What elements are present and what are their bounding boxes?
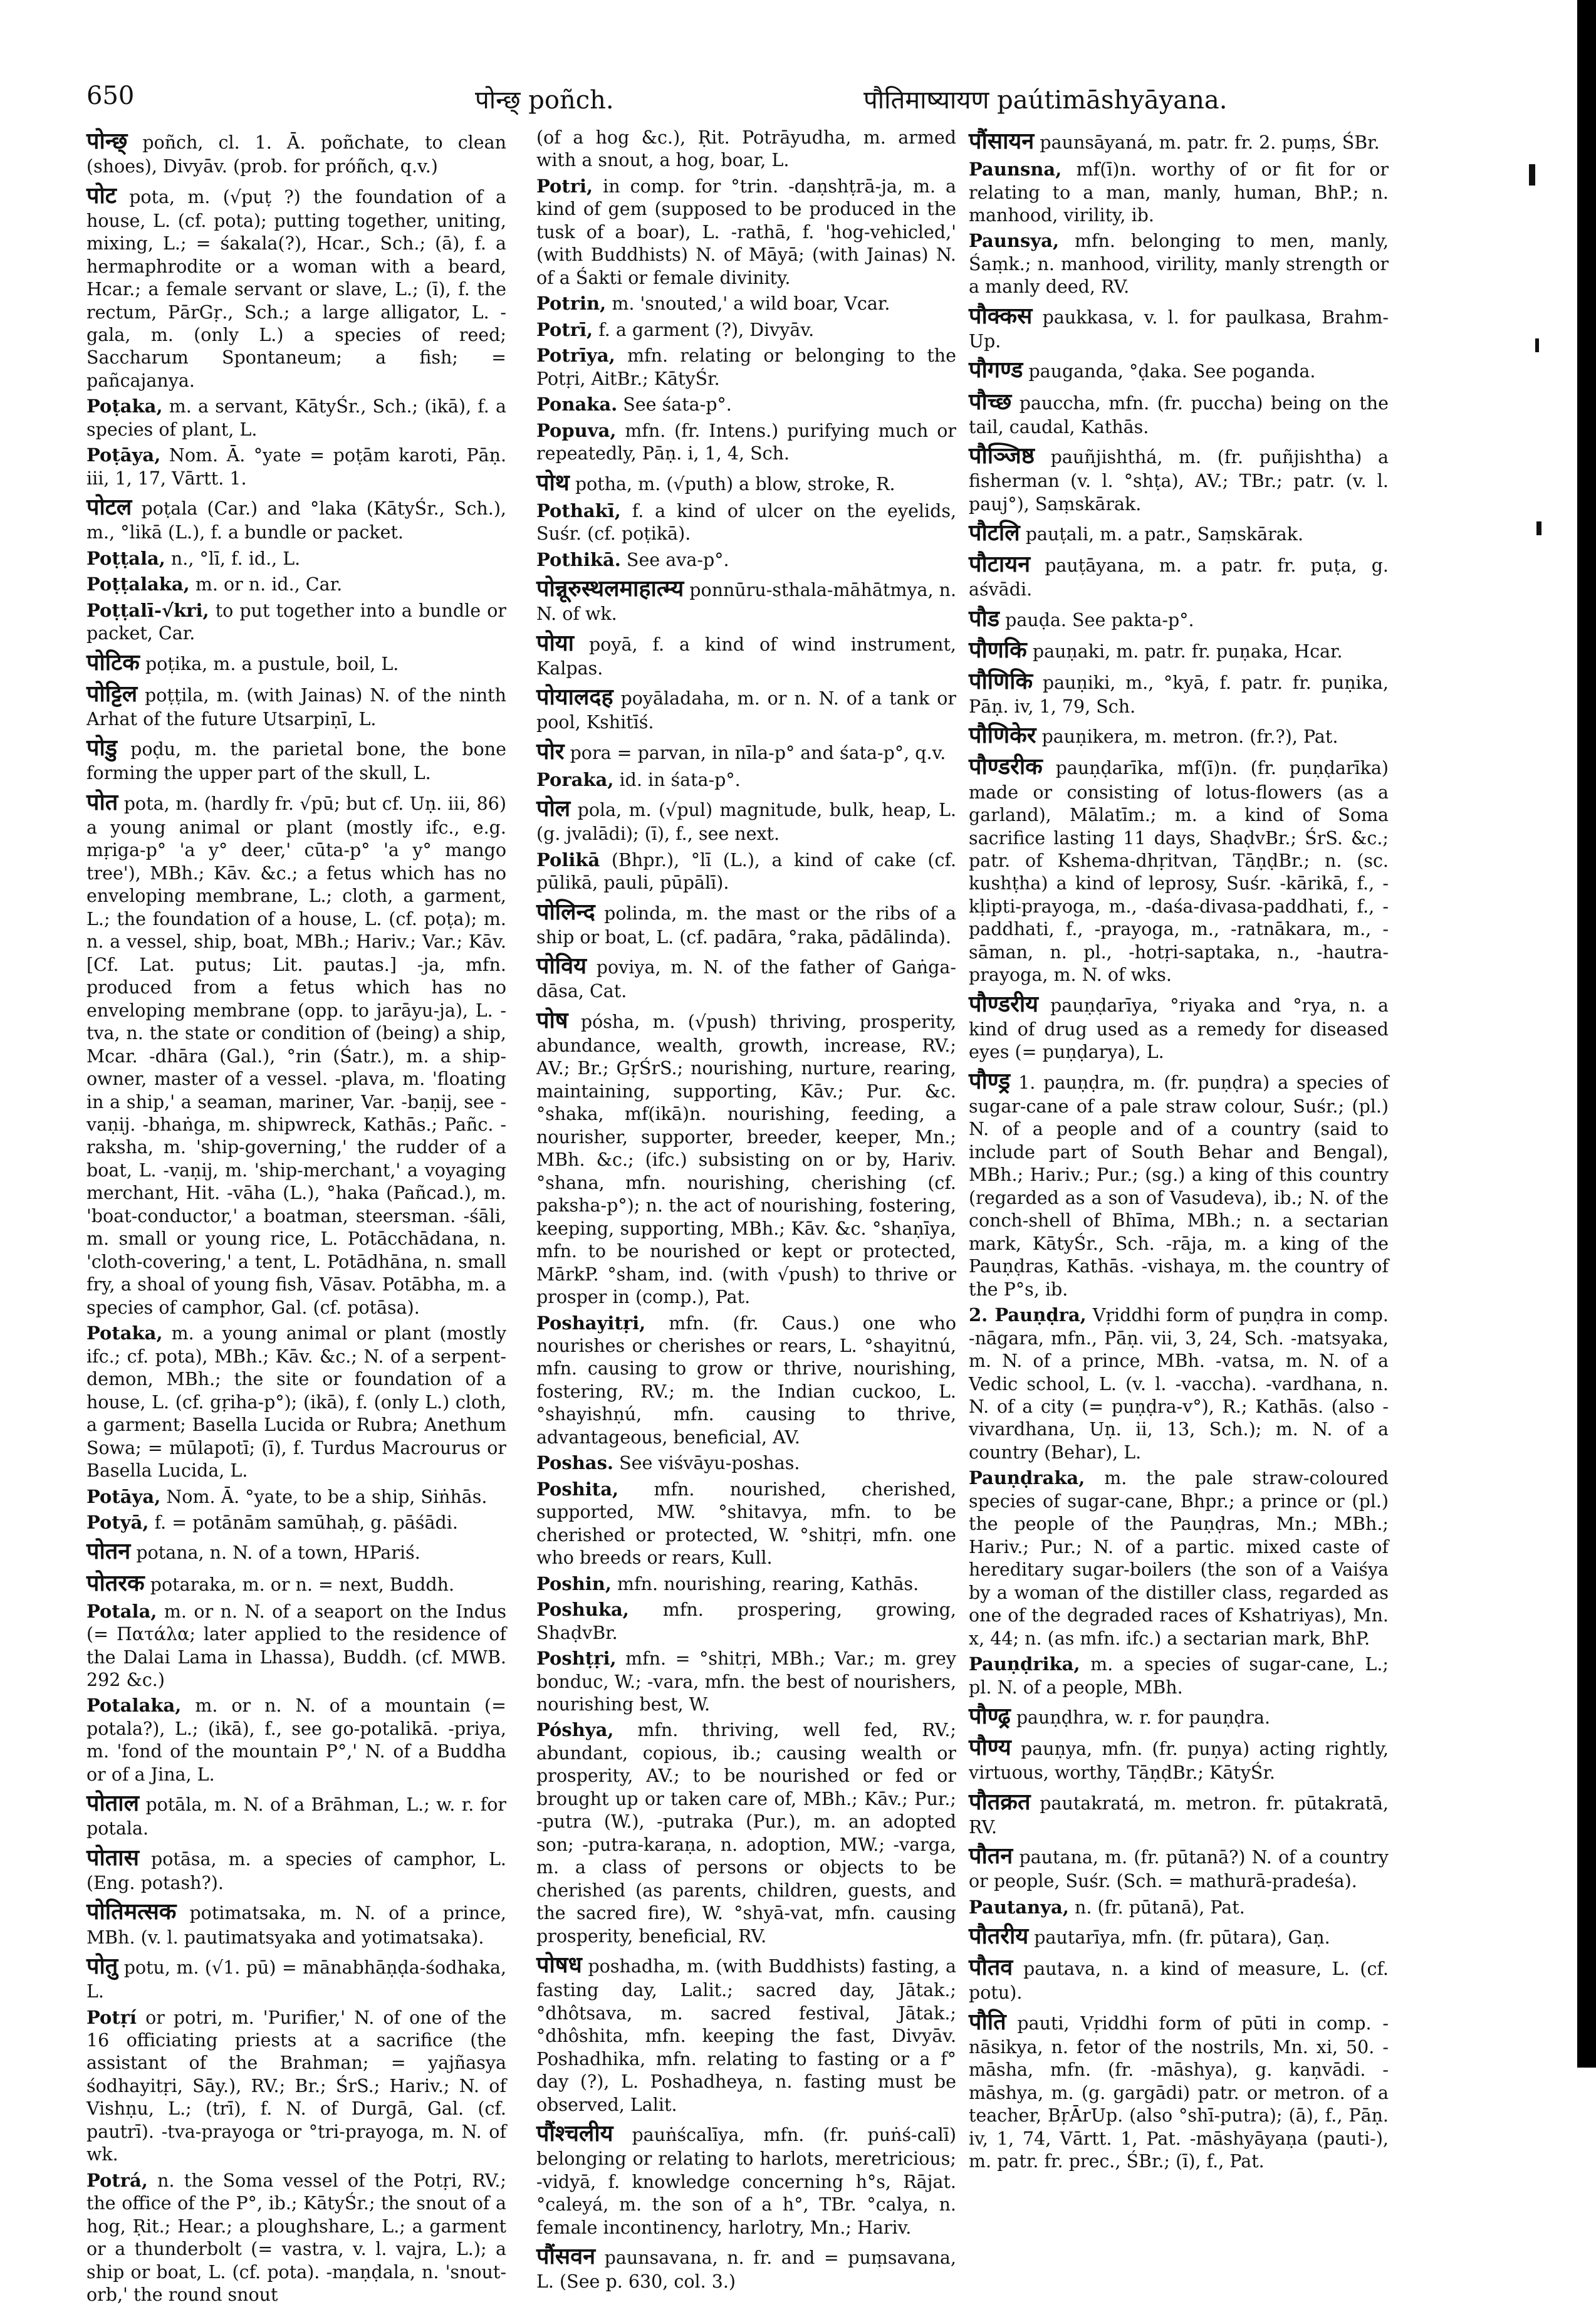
dictionary-entry	[536, 292, 956, 315]
entry-headword: Potaka,	[86, 1322, 163, 1344]
dictionary-entry	[536, 1312, 956, 1450]
entry-text: poṭṭila, m. (with Jainas) N. of the ninth Arhat of the future Utsarpiṇī, L.	[86, 684, 506, 730]
dictionary-entry	[969, 1733, 1389, 1785]
entry-text: potha, m. (√puth) a blow, stroke, R.	[575, 473, 895, 494]
entry-text: potāla, m. N. of a Brāhman, L.; w. r. for potala.	[86, 1794, 507, 1839]
entry-text: f. a kind of ulcer on the eyelids, Suśr. (cf. poṭikā).	[536, 500, 957, 545]
entry-text: pautana, m. (fr. pūtanā?) N. of a country or people, Suśr. (Sch. = mathurā-pradeśa).	[969, 1847, 1389, 1892]
dictionary-entry	[969, 355, 1389, 384]
entry-headword: Potrīya,	[536, 345, 615, 367]
entry-headword: Poshuka,	[536, 1599, 629, 1621]
entry-text: f. = potānām samūhaḥ, g. pāśādi.	[154, 1512, 458, 1533]
entry-text: pora = parvan, in nīla-p° and śata-p°, q.v.	[570, 742, 946, 763]
dictionary-entry	[969, 667, 1389, 719]
dictionary-entry	[86, 1485, 506, 1509]
entry-text: pota, m. (hardly fr. √pū; but cf. Uṇ. iii, 86) a young animal or plant (mostly ifc., e.g. mṛiga-p° 'a y° deer,' cūta-p° 'a y° mango tree'), MBh.; Kāv. &c.; a fetus which has no enveloping membrane, L.; cloth, a garment, L.; the foundation of a house, L. (cf. poṭa); m. n. a vessel, ship, boat, MBh.; Hariv.; Var.; Kāv. [Cf. Lat. putus; Lit. pautas.] -ja, mfn. produced from a fetus which has no enveloping membrane (opp. to jarāyu-ja), L. -tva, n. the state or condition of (being) a ship, Mcar. -dhāra (Gal.), °rin (Śatr.), m. a ship-owner, master of a vessel. -plava, m. 'floating in a ship,' a seaman, mariner, Var. -baṇij, see -vaṇij. -bhaṅga, m. shipwreck, Kathās.; Pañc. -raksha, m. 'ship-governing,' the rudder of a boat, L. -vaṇij, m. 'ship-merchant,' a voyaging merchant, Hit. -vāha (L.), °haka (Pañcad.), m. 'boat-conductor,' a boatman, steersman. -śāli, m. small or young rice, L. Potācchādana, n. 'cloth-covering,' a tent, L. Potādhāna, n. small fry, a shoal of young fish, Vāsav. Potābha, m. a species of camphor, Gal. (cf. potāsa).	[86, 793, 506, 1318]
entry-headword: Potala,	[86, 1600, 157, 1622]
dictionary-entry	[536, 127, 956, 172]
entry-headword: पोन्नूरुस्थलमाहात्म्य	[536, 575, 684, 602]
entry-text: m. or n. id., Car.	[195, 574, 343, 595]
entry-text: pauṇḍarīka, mf(ī)n. (fr. puṇḍarīka) made or consisting of lotus-flowers (as a garland), Mālatīm.; m. a kind of Soma sacrifice lasting 11 days, ShaḍvBr.; ŚrS. &c.; patr. of Kshema-dhṛitvan, TāṇḍBr.; n. (sc. kushṭha) a kind of leprosy, Suśr. -kārikā, f., -kḷipti-prayoga, m., -daśa-divasa-paddhati, f., -paddhati, f., -prayoga, m., -ratnākara, m., -sāman, n. pl., -hotṛi-saptaka, n., -hautra-prayoga, m. N. of wks.	[969, 758, 1389, 986]
dictionary-entry	[536, 1572, 956, 1596]
entry-headword: Poṭṭalī-√kri,	[86, 599, 209, 621]
entry-text: poshadha, m. (with Buddhists) fasting, a fasting day, Lalit.; sacred day, Jātak.; °dhôtsava, m. sacred festival, Jātak.; °dhôshita, mfn. keeping the fast, Divyāv. Poshadhika, mfn. relating to fasting or a f° day (?), L. Poshadheya, n. fasting must be observed, Lalit.	[536, 1956, 957, 2115]
dictionary-entry	[536, 794, 956, 846]
dictionary-entry	[536, 500, 956, 546]
dictionary-entry	[86, 1600, 506, 1692]
entry-headword: पौंसायन	[969, 128, 1035, 154]
entry-text: polinda, m. the mast or the ribs of a ship or boat, L. (cf. padāra, °raka, pādālinda).	[536, 902, 956, 948]
dictionary-entry	[86, 2169, 506, 2307]
dictionary-entry	[969, 158, 1389, 227]
entry-headword: पोलिन्द	[536, 898, 595, 925]
dictionary-entry	[86, 493, 506, 545]
dictionary-entry	[536, 1452, 956, 1475]
entry-headword: पोटिक	[86, 649, 140, 676]
dictionary-entry	[969, 1787, 1389, 1839]
entry-headword: पोताल	[86, 1790, 140, 1817]
scan-margin-mark	[1536, 521, 1541, 535]
entry-text: Nom. Ā. °yate = poṭām karoti, Pāṇ. iii, 1, 17, Vārtt. 1.	[86, 445, 507, 489]
dictionary-entry	[969, 1702, 1389, 1730]
entry-text: pota, m. (√puṭ ?) the foundation of a house, L. (cf. pota); putting together, uniting, mixing, L.; = śakala(?), Hcar., Sch.; (ā), f. a hermaphrodite or a woman with a beard, Hcar.; a female servant or slave, L.; (ī), f. the rectum, PārGṛ., Sch.; a large alligator, L. -gala, m. (only L.) a species of reed; Saccharum Spontaneum; a fish; = pañcajanya.	[86, 186, 506, 391]
dictionary-entry	[969, 518, 1389, 547]
entry-text: pauñjishthá, m. (fr. puñjishtha) a fisherman (v. l. °shṭa), AV.; TBr.; patr. (v. l. pauj°), Saṃskārak.	[969, 447, 1389, 515]
dictionary-entry	[969, 1953, 1389, 2005]
entry-headword: पौतन	[969, 1843, 1013, 1870]
dictionary-entry	[536, 344, 956, 390]
entry-text: pósha, m. (√push) thriving, prosperity, abundance, wealth, growth, increase, RV.; AV.; Br.; GṛŚrS.; nourishing, nurture, rearing, maintaining, supporting, Kāv.; Pur. &c. °shaka, mf(ikā)n. nourishing, feeding, a nourisher, supporter, breeder, keeper, Mn.; MBh. &c.; (ifc.) subsisting on or by, Hariv. °shana, mfn. nourishing, cherishing (cf. paksha-p°); n. the act of nourishing, fostering, keeping, supporting, MBh.; Kāv. &c. °shaṇīya, mfn. to be nourished or kept or protected, MārkP. °sham, ind. (with √push) to thrive or prosper in (comp.), Pat.	[536, 1011, 956, 1308]
entry-headword: Pautanya,	[969, 1896, 1069, 1918]
entry-headword: Potri,	[536, 175, 593, 197]
dictionary-entry	[969, 1922, 1389, 1950]
entry-text: poṭika, m. a pustule, boil, L.	[145, 653, 399, 674]
entry-headword: पौतक्रत	[969, 1788, 1031, 1815]
entry-headword: पौगण्ड	[969, 357, 1023, 384]
entry-headword: पोष	[536, 1007, 568, 1033]
entry-headword: Poṭṭala,	[86, 547, 165, 569]
dictionary-entry	[969, 1304, 1389, 1464]
entry-headword: Pauṇḍraka,	[969, 1467, 1085, 1489]
entry-headword: पोन्छ्	[86, 128, 128, 154]
column-3	[969, 127, 1389, 2172]
dictionary-entry	[86, 1897, 506, 1949]
dictionary-entry	[86, 599, 506, 646]
entry-text: paukkasa, v. l. for paulkasa, Brahm-Up.	[969, 306, 1389, 352]
entry-text: pauti, Vṛiddhi form of pūti in comp. -nāsikya, n. fetor of the nostrils, Mn. xi, 50. -māsha, mfn. (fr. -māshya), g. kaṇvādi. -māshya, m. (g. gargādi) patr. or metron. of a teacher, BṛĀrUp. (also °shī-putra); (ā), f., Pāṇ. iv, 1, 74, Vārtt. 1, Pat. -māshyāyaṇa (pauti-), m. patr. fr. prec., ŚBr.; (ī), f., Pat.	[969, 2012, 1389, 2172]
dictionary-entry	[86, 1694, 506, 1786]
dictionary-entry	[536, 1950, 956, 2116]
dictionary-entry	[86, 127, 506, 179]
entry-text: id. in śata-p°.	[619, 769, 741, 790]
dictionary-entry	[969, 1653, 1389, 1699]
entry-text: mfn. relating or belonging to the Potṛi, AitBr.; KātyŚr.	[536, 345, 956, 389]
entry-text: potana, n. N. of a town, HPariś.	[136, 1542, 420, 1564]
entry-text: pauṇḍarīya, °riyaka and °rya, n. a kind of drug used as a remedy for diseased eyes (= puṇḍarya), L.	[969, 995, 1389, 1063]
running-header	[86, 76, 1529, 120]
dictionary-entry	[969, 636, 1389, 664]
entry-text: mfn. thriving, well fed, RV.; abundant, copious, ib.; causing wealth or prosperity, AV.; to be nourished or fed or brought up or taken care of, MBh.; Kāv.; Pur.; -putra (W.), -putraka (Pur.), m. an adopted son; -putra-karaṇa, n. adoption, MW.; -varga, m. a class of persons or objects to be cherished (as parents, children, guests, and the sacred fire), W. °shyā-vat, mfn. causing prosperity, beneficial, RV.	[536, 1720, 956, 1947]
entry-headword: पौण्डरीक	[969, 753, 1043, 780]
scan-edge-bar	[1577, 0, 1596, 2068]
entry-headword: Potrī,	[536, 318, 593, 340]
entry-headword: पोया	[536, 629, 574, 656]
dictionary-entry	[969, 1067, 1389, 1301]
entry-headword: Poshin,	[536, 1572, 612, 1594]
entry-text: n. the Soma vessel of the Potṛi, RV.; the office of the P°, ib.; KātyŚr.; the snout of a hog, Ṛit.; Hear.; a ploughshare, L.; a garment or a thunderbolt (= vastra, v. l. vajra, L.); a ship or boat, L. (cf. pota). -maṇḍala, n. 'snout-orb,' the round snout	[86, 2170, 507, 2306]
entry-text: m. the pale straw-coloured species of sugar-cane, Bhpr.; a prince or (pl.) the people of the Pauṇḍras, Mn.; MBh.; Hariv.; Pur.; N. of a partic. mixed caste of hereditary sugar-boilers (the son of a Vaiśya by a woman of the distiller class, regarded as one of the degraded races of Kshatriyas), Mn. x, 44; n. (as mfn. ifc.) a sectarian mark, BhP.	[969, 1468, 1389, 1649]
dictionary-entry	[969, 229, 1389, 298]
entry-headword: Poṭṭalaka,	[86, 573, 190, 595]
entry-headword: Potṛí	[86, 2006, 137, 2028]
entry-headword: पौणकि	[969, 636, 1027, 663]
entry-text: mfn. nourished, cherished, supported, MW. °shitavya, mfn. to be cherished or protected, W. °shitṛi, mfn. one who breeds or rears, Kull.	[536, 1478, 957, 1569]
dictionary-entry	[969, 2007, 1389, 2174]
dictionary-entry	[86, 395, 506, 441]
entry-text: potu, m. (√1. pū) = mānabhāṇḍa-śodhaka, L.	[86, 1957, 506, 2002]
entry-headword: पौण्डरीय	[969, 990, 1039, 1017]
dictionary-entry	[536, 737, 956, 766]
entry-text: poviya, m. N. of the father of Gaṅga-dāsa, Cat.	[536, 957, 956, 1002]
entry-headword: Pothakī,	[536, 500, 621, 521]
entry-headword: पौक्कस	[969, 302, 1033, 329]
entry-text: potimatsaka, m. N. of a prince, MBh. (v. l. pautimatsyaka and yotimatsaka).	[86, 1903, 506, 1948]
dictionary-entry	[969, 990, 1389, 1064]
scan-margin-mark	[1535, 338, 1539, 352]
dictionary-entry	[86, 733, 506, 785]
entry-headword: पोट्टिल	[86, 680, 138, 707]
entry-text: Nom. Ā. °yate, to be a ship, Siṅhās.	[166, 1486, 488, 1507]
entry-headword: पोथ	[536, 469, 570, 496]
entry-text: pauganda, °ḍaka. See poganda.	[1028, 361, 1316, 382]
entry-text: pauṇḍhra, w. r. for pauṇḍra.	[1016, 1707, 1271, 1729]
entry-text: n. (fr. pūtanā), Pat.	[1074, 1896, 1245, 1918]
entry-headword: पोतिमत्सक	[86, 1898, 177, 1925]
entry-headword: पौणिकेर	[969, 722, 1036, 749]
entry-headword: Popuva,	[536, 419, 617, 441]
entry-text: m. a species of sugar-cane, L.; pl. N. of a people, MBh.	[969, 1654, 1389, 1698]
entry-text: m. or n. N. of a mountain (= potala?), L.; (ikā), f., see go-potalikā. -priya, m. 'fond of the mountain P°,' N. of a Buddha or of a Jina, L.	[86, 1695, 506, 1785]
entry-text: or potri, m. 'Purifier,' N. of one of the 16 officiating priests at a sacrifice (the assistant of the Brahman; = yajñasya śodhayitṛi, Sāy.), RV.; Br.; ŚrS.; Hariv.; N. of Vishṇu, L.; (trī), f. N. of Durgā, Gal. (cf. pautrī). -tva-prayoga or °tri-prayoga, m. N. of wk.	[86, 2007, 506, 2165]
entry-headword: Potāya,	[86, 1485, 161, 1507]
entry-headword: Polikā	[536, 849, 600, 871]
dictionary-entry	[536, 2119, 956, 2239]
entry-headword: Poṭaka,	[86, 395, 163, 417]
dictionary-entry	[86, 181, 506, 393]
entry-headword: पोत	[86, 788, 118, 815]
entry-text: pauṇiki, m., °kyā, f. patr. fr. puṇika, Pāṇ. iv, 1, 79, Sch.	[969, 672, 1389, 717]
dictionary-entry	[86, 547, 506, 570]
entry-headword: पौतव	[969, 1954, 1013, 1981]
dictionary-entry	[86, 1789, 506, 1841]
dictionary-entry	[536, 1718, 956, 1948]
dictionary-entry	[969, 752, 1389, 986]
dictionary-entry	[969, 721, 1389, 750]
dictionary-entry	[86, 1322, 506, 1482]
entry-text: pauṇya, mfn. (fr. puṇya) acting rightly, virtuous, worthy, TāṇḍBr.; KātyŚr.	[969, 1739, 1389, 1784]
entry-text: poḍu, m. the parietal bone, the bone forming the upper part of the skull, L.	[86, 739, 506, 784]
entry-headword: पौतरीय	[969, 1923, 1029, 1950]
entry-text: pautava, n. a kind of measure, L. (cf. potu).	[969, 1959, 1389, 2004]
dictionary-entry	[536, 2242, 956, 2294]
entry-headword: Potalaka,	[86, 1695, 182, 1717]
entry-text: poyāladaha, m. or n. N. of a tank or pool, Kshitīś.	[536, 688, 956, 733]
entry-headword: Póshya,	[536, 1719, 614, 1741]
dictionary-entry	[969, 550, 1389, 602]
entry-text: in comp. for °trin. -daṇshṭrā-ja, m. a kind of gem (supposed to be produced in the tusk of a boar), L. -rathā, f. 'hog-vehicled,' (with Buddhists) N. of Māyā; (with Jainas) N. of a Śakti or female divinity.	[536, 175, 956, 288]
entry-headword: Poraka,	[536, 768, 614, 790]
entry-text: Vṛiddhi form of puṇḍra in comp. -nāgara, mfn., Pāṇ. vii, 3, 24, Sch. -matsyaka, m. N. of a prince, MBh. -vatsa, m. N. of a Vedic school, L. (v. l. -vaccha). -vardhana, n. N. of a city (= puṇḍra-v°), R.; Kathās. (also -vivardhana, Uṇ. ii, 13, Sch.); m. N. of a country (Behar), L.	[969, 1305, 1389, 1463]
dictionary-entry	[86, 1537, 506, 1566]
entry-text: mfn. nourishing, rearing, Kathās.	[617, 1573, 919, 1594]
entry-headword: Paunsya,	[969, 230, 1060, 252]
dictionary-entry	[536, 849, 956, 895]
dictionary-entry	[536, 683, 956, 735]
dictionary-entry	[536, 548, 956, 572]
entry-headword: पौंश्चलीय	[536, 2120, 613, 2147]
entry-headword: Pauṇḍrika,	[969, 1653, 1080, 1675]
entry-text: (Bhpr.), °lī (L.), a kind of cake (cf. pūlikā, pauli, pūpālī).	[536, 849, 956, 894]
entry-text: mfn. (fr. Caus.) one who nourishes or cherishes or rears, L. °shayitnú, mfn. causing to grow or thrive, nourishing, fostering, RV.; m. the Indian cuckoo, L. °shayishṇú, mfn. causing to thrive, advantageous, beneficial, AV.	[536, 1312, 956, 1448]
entry-headword: पौति	[969, 2008, 1006, 2035]
entry-headword: Poshayitṛi,	[536, 1312, 646, 1334]
column-2	[536, 127, 957, 2293]
entry-headword: पोट	[86, 182, 117, 209]
dictionary-entry	[536, 629, 956, 681]
dictionary-entry	[969, 387, 1389, 439]
dictionary-entry	[536, 318, 956, 342]
entry-text: m. or n. N. of a seaport on the Indus (= Πατάλα; later applied to the residence of the Dalai Lama in Lhassa), Buddh. (cf. MWB. 292 &c.)	[86, 1601, 506, 1691]
dictionary-entry	[86, 573, 506, 596]
entry-headword: पोर	[536, 738, 565, 765]
entry-text: m. 'snouted,' a wild boar, Vcar.	[612, 293, 890, 315]
entry-text: potaraka, m. or n. = next, Buddh.	[150, 1574, 455, 1595]
dictionary-entry	[969, 1467, 1389, 1650]
dictionary-entry	[536, 1478, 956, 1570]
entry-headword: Potyā,	[86, 1511, 149, 1533]
entry-text: pautarīya, mfn. (fr. pūtara), Gaṇ.	[1034, 1927, 1330, 1949]
entry-text: to put together into a bundle or packet, Car.	[86, 600, 507, 644]
entry-headword: पौच्छ	[969, 388, 1012, 415]
dictionary-entry	[536, 1006, 956, 1309]
entry-headword: पौण्य	[969, 1734, 1011, 1761]
dictionary-entry	[86, 1569, 506, 1598]
entry-headword: पौण्ढ्र	[969, 1703, 1011, 1730]
entry-text: paunsāyaná, m. patr. fr. 2. puṃs, ŚBr.	[1040, 132, 1380, 153]
entry-text: (of a hog &c.), Ṛit. Potrāyudha, m. armed with a snout, a hog, boar, L.	[536, 127, 956, 171]
entry-headword: पोटल	[86, 494, 132, 521]
entry-headword: Poshas.	[536, 1452, 613, 1474]
dictionary-entry	[536, 574, 956, 626]
entry-headword: Potrin,	[536, 293, 607, 315]
entry-text: pauṇaki, m. patr. fr. puṇaka, Hcar.	[1032, 641, 1343, 662]
entry-headword: पौंसवन	[536, 2243, 596, 2270]
dictionary-entry	[969, 604, 1389, 633]
entry-headword: पोयालदह	[536, 684, 613, 711]
entry-text: f. a garment (?), Divyāv.	[598, 319, 815, 340]
dictionary-entry	[969, 301, 1389, 353]
entry-headword: पौञ्जिष्ठ	[969, 442, 1035, 469]
dictionary-entry	[536, 897, 956, 949]
entry-headword: पौण्ड्र	[969, 1067, 1011, 1094]
entry-headword: 2. Pauṇḍra,	[969, 1304, 1087, 1326]
entry-headword: पोतास	[86, 1844, 139, 1871]
entry-headword: Pothikā.	[536, 548, 621, 570]
entry-text: mfn. = °shitṛi, MBh.; Var.; m. grey bonduc, W.; -vara, mfn. the best of nourishers, nourishing best, W.	[536, 1648, 956, 1715]
dictionary-entry	[969, 441, 1389, 516]
dictionary-entry	[86, 1952, 506, 2004]
dictionary-entry	[86, 1843, 506, 1895]
dictionary-entry	[536, 1647, 956, 1716]
entry-text: poyā, f. a kind of wind instrument, Kalpas.	[536, 634, 956, 679]
dictionary-entry	[536, 175, 956, 290]
dictionary-entry	[536, 1598, 956, 1645]
entry-text: pauccha, mfn. (fr. puccha) being on the tail, caudal, Kathās.	[969, 392, 1389, 437]
entry-headword: पौड	[969, 605, 1000, 632]
entry-headword: पोल	[536, 795, 571, 822]
dictionary-entry	[536, 768, 956, 792]
dictionary-entry	[86, 444, 506, 490]
entry-headword: पौटलि	[969, 520, 1020, 547]
entry-text: poṭala (Car.) and °laka (KātyŚr., Sch.), m., °likā (L.), f. a bundle or packet.	[86, 498, 506, 543]
dictionary-entry	[536, 951, 956, 1003]
entry-text: pauṭali, m. a patr., Saṃskārak.	[1025, 524, 1304, 545]
entry-headword: पोविय	[536, 953, 587, 980]
right-running-head: पौतिमाष्यायण paútimāshyāyana.	[863, 86, 1228, 115]
entry-headword: पोतन	[86, 1538, 131, 1565]
dictionary-entry	[86, 2006, 506, 2167]
entry-headword: पोतु	[86, 1953, 118, 1979]
entry-text: n., °lī, f. id., L.	[170, 548, 301, 569]
entry-text: m. a young animal or plant (mostly ifc.; cf. pota), MBh.; Kāv. &c.; N. of a serpent-demon, MBh.; the site or foundation of a house, L. (cf. gṛiha-p°); (ikā), f. (only L.) cloth, a garment; Basella Lucida or Rubra; Anethum Sowa; = mūlapotī; (ī), f. Turdus Macrourus or Basella Lucida, L.	[86, 1323, 507, 1482]
entry-text: pauṇikera, m. metron. (fr.?), Pat.	[1041, 726, 1338, 748]
dictionary-entry	[536, 419, 956, 466]
entry-text: pauṅścalīya, mfn. (fr. puṅś-calī) belonging or relating to harlots, meretricious; -vidyā, f. knowledge concerning h°s, Rājat. °caleyá, m. the son of a h°, TBr. °calya, n. female incontinency, harlotry, Mn.; Hariv.	[536, 2125, 957, 2238]
entry-text: potāsa, m. a species of camphor, L. (Eng. potash?).	[86, 1848, 506, 1893]
entry-text: pola, m. (√pul) magnitude, bulk, heap, L. (g. jvalādi); (ī), f., see next.	[536, 800, 957, 845]
dictionary-entry	[86, 1511, 506, 1534]
entry-text: mfn. (fr. Intens.) purifying much or repeatedly, Pāṇ. i, 1, 4, Sch.	[536, 420, 956, 464]
entry-headword: Potrá,	[86, 2169, 148, 2191]
entry-text: m. a servant, KātyŚr., Sch.; (ikā), f. a species of plant, L.	[86, 396, 506, 440]
entry-headword: Poshṭṛi,	[536, 1648, 617, 1670]
entry-text: pauṭāyana, m. a patr. fr. puṭa, g. aśvādi.	[969, 555, 1389, 600]
entry-text: See ava-p°.	[626, 549, 729, 570]
entry-text: ponnūru-sthala-māhātmya, n. N. of wk.	[536, 580, 957, 625]
entry-text: mfn. prospering, growing, ShaḍvBr.	[536, 1599, 956, 1643]
entry-text: pautakratá, m. metron. fr. pūtakratā, RV.	[969, 1792, 1389, 1838]
entry-headword: Paunsna,	[969, 159, 1062, 180]
entry-text: pauḍa. See pakta-p°.	[1005, 609, 1194, 630]
entry-text: poñch, cl. 1. Ā. poñchate, to clean (shoes), Divyāv. (prob. for próñch, q.v.)	[86, 132, 507, 177]
entry-headword: Ponaka.	[536, 394, 618, 416]
entry-headword: पौटायन	[969, 551, 1031, 578]
entry-headword: Poṭāya,	[86, 444, 161, 466]
dictionary-entry	[536, 393, 956, 416]
column-1	[86, 127, 507, 2306]
entry-headword: पोतरक	[86, 1569, 145, 1596]
scan-margin-mark	[1529, 164, 1535, 186]
dictionary-entry	[86, 648, 506, 677]
entry-text: paunsavana, n. fr. and = puṃsavana, L. (See p. 630, col. 3.)	[536, 2247, 956, 2293]
entry-text: See śata-p°.	[623, 394, 732, 416]
entry-headword: पोषध	[536, 1952, 582, 1979]
entry-text: mf(ī)n. worthy of or fit for or relating to a man, manly, human, BhP.; n. manhood, virility, ib.	[969, 159, 1389, 226]
dictionary-entry	[969, 1841, 1389, 1893]
dictionary-entry	[969, 127, 1389, 155]
entry-headword: Poshita,	[536, 1478, 619, 1500]
left-running-head: पोन्छ् poñch.	[475, 86, 614, 115]
entry-headword: पोडु	[86, 735, 118, 761]
dictionary-entry	[536, 468, 956, 497]
entry-text: See viśvāyu-poshas.	[619, 1453, 800, 1474]
entry-headword: पौणिकि	[969, 667, 1033, 694]
dictionary-entry	[86, 788, 506, 1319]
entry-text: 1. pauṇḍra, m. (fr. puṇḍra) a species of sugar-cane of a pale straw colour, Suśr.; (pl.) N. of a people and of a country (said to include part of South Behar and Bengal), MBh.; Hariv.; Pur.; (sg.) a king of this country (regarded as a son of Vasudeva), ib.; N. of the conch-shell of Bhīma, MBh.; n. a sectarian mark, KātyŚr., Sch. -rāja, m. a king of the Pauṇḍras, Kathās. -vishaya, m. the country of the P°s, ib.	[969, 1072, 1389, 1300]
dictionary-entry	[86, 679, 506, 731]
entry-text: mfn. belonging to men, manly, Śaṃk.; n. manhood, virility, manly strength or a manly deed, RV.	[969, 231, 1389, 298]
page-number: 650	[86, 81, 135, 110]
dictionary-entry	[969, 1896, 1389, 1919]
